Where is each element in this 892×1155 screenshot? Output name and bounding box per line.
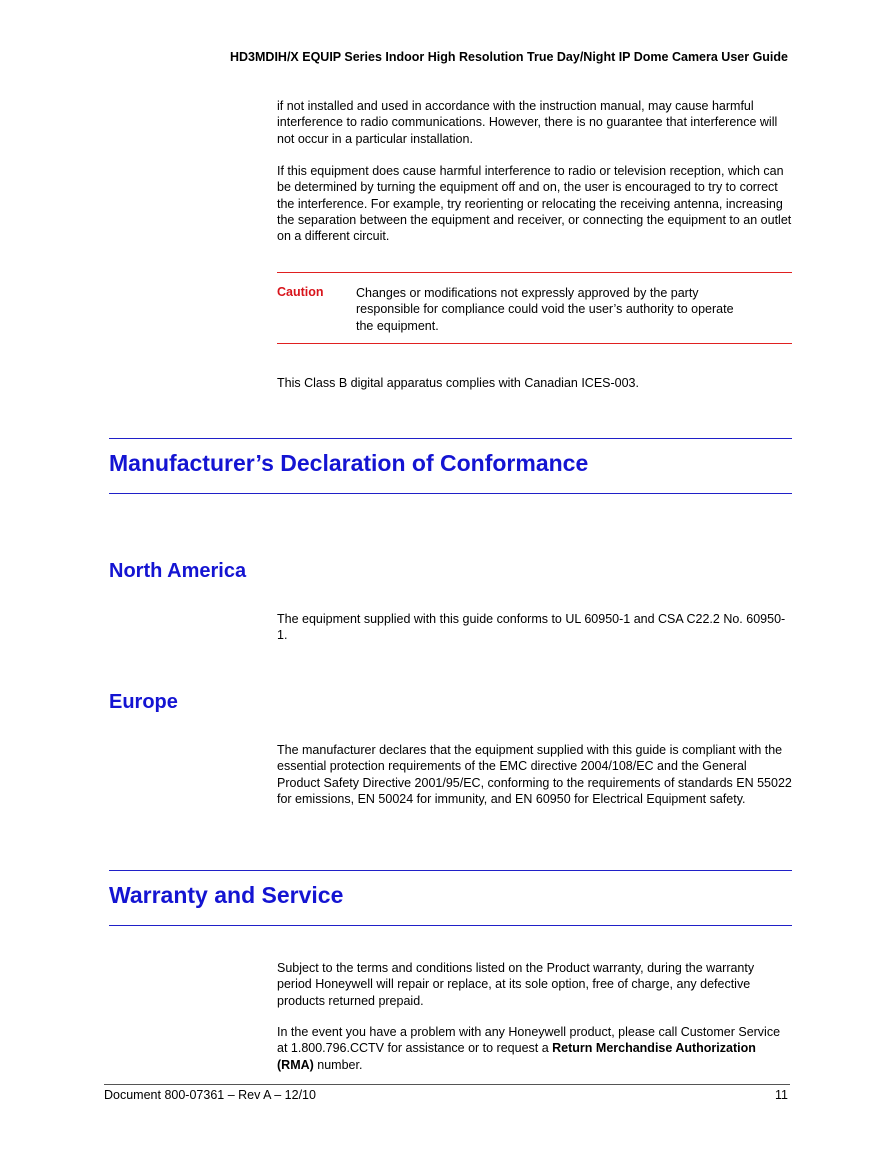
declaration-heading: Manufacturer’s Declaration of Conformance: [109, 450, 589, 476]
europe-text: The manufacturer declares that the equipment supplied with this guide is compliant with the essential protection requirements of the EMC directive 2004/108/EC and the General Product Safety Directive 2001/95/EC, conforming to the requirements of standards EN 55022 for emissions, EN 50024 for immunity, and EN 60950 for Electrical Equipment safety.: [277, 743, 792, 806]
caution-bottom-rule: [277, 343, 792, 344]
warranty-top-rule: [109, 870, 792, 871]
declaration-top-rule: [109, 438, 792, 439]
caution-top-rule: [277, 272, 792, 273]
rma-emphasis: Return Merchandise Authorization (RMA): [277, 1041, 756, 1072]
warranty-heading: Warranty and Service: [109, 882, 344, 908]
canada-compliance-text: This Class B digital apparatus complies with Canadian ICES-003.: [277, 376, 639, 390]
warranty-p2-end: number.: [313, 1057, 363, 1072]
north-america-heading: North America: [109, 560, 247, 582]
page-number: 11: [775, 1088, 788, 1102]
warranty-paragraph-1: Subject to the terms and conditions listed on the Product warranty, during the warranty period Honeywell will repair or replace, at its sole option, free of charge, any defective products returned prepaid.: [277, 961, 755, 1008]
europe-heading: Europe: [109, 691, 178, 713]
warranty-bottom-rule: [109, 925, 792, 926]
intro-paragraph-1: if not installed and used in accordance with the instruction manual, may cause harmful interference to radio communications. However, there is no guarantee that interference will not occur in a particular installation.: [277, 99, 778, 146]
intro-paragraph-2: If this equipment does cause harmful interference to radio or television reception, which can be determined by turning the equipment off and on, the user is encouraged to try to correct the interference. For example, try reorienting or relocating the receiving antenna, increasing the separation between the equipment and receiver, or connecting the equipment to an outlet on a different circuit.: [277, 164, 792, 244]
warranty-p2-text: In the event you have a problem with any Honeywell product, please call Customer Service at 1.800.796.CCTV for assistance or to request a: [277, 1025, 781, 1056]
warranty-paragraph-2: [277, 1024, 792, 1073]
north-america-text: The equipment supplied with this guide conforms to UL 60950-1 and CSA C22.2 No. 60950-1.: [277, 612, 786, 643]
declaration-bottom-rule: [109, 493, 792, 494]
caution-text: Changes or modifications not expressly approved by the party responsible for compliance could void the user’s authority to operate the equipment.: [356, 286, 734, 333]
running-header: HD3MDIH/X EQUIP Series Indoor High Resolution True Day/Night IP Dome Camera User Guide: [230, 50, 788, 64]
document-id: Document 800-07361 – Rev A – 12/10: [104, 1088, 316, 1102]
footer-rule: [104, 1084, 790, 1085]
caution-label: Caution: [277, 285, 324, 299]
